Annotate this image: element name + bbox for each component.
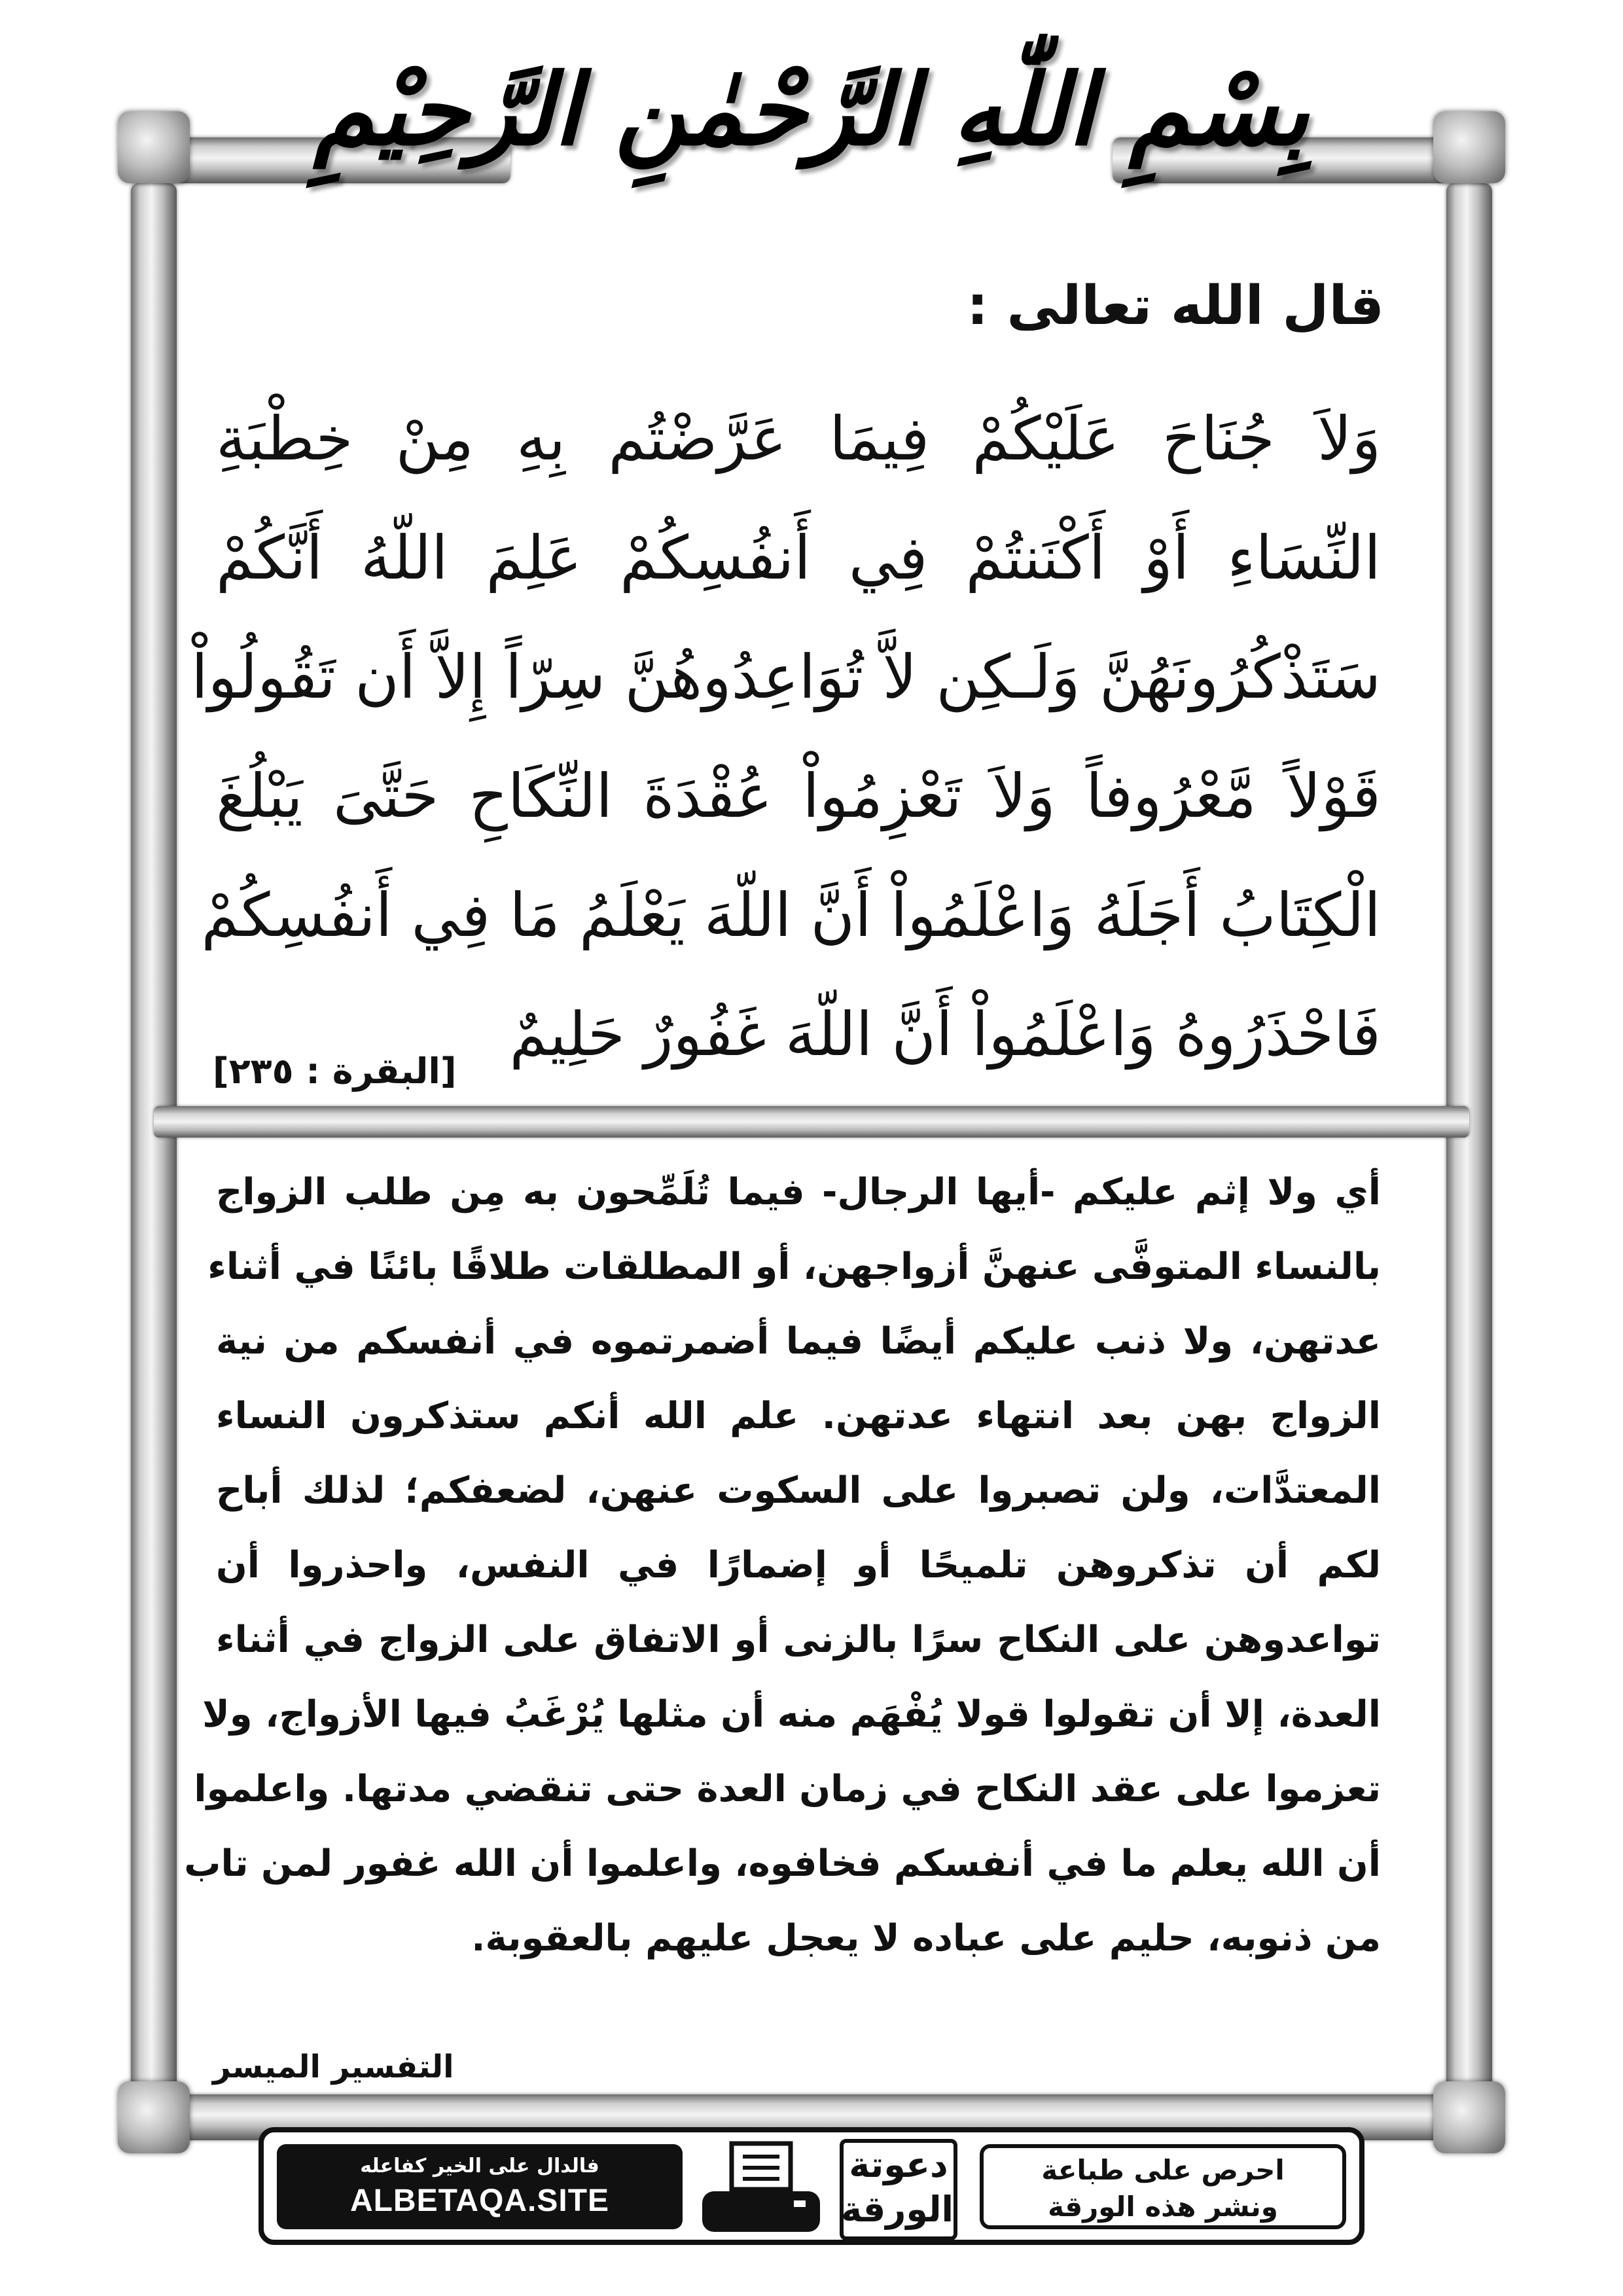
tafsir-line: أي ولا إثم عليكم -أيها الرجال- فيما تُلَمِّحون به مِن طلب الزواج — [216, 1171, 1381, 1213]
footer-request-box — [980, 2144, 1346, 2229]
tafsir-line: لكم أن تذكروهن تلميحًا أو إضمارًا في النفس، واحذروا أن — [216, 1544, 1381, 1587]
verse-line: الْكِتَابُ أَجَلَهُ وَاعْلَمُواْ أَنَّ اللّهَ يَعْلَمُ مَا فِي أَنفُسِكُمْ — [201, 880, 1381, 950]
tafsir-line: تواعدوهن على النكاح سرًا بالزنى أو الاتفاق على الزواج في أثناء — [216, 1619, 1381, 1661]
logo-line: دعوتة — [849, 2144, 948, 2185]
logo-line: الورقة — [841, 2189, 954, 2230]
verse-line: قَوْلاً مَّعْرُوفاً وَلاَ تَعْزِمُواْ عُقْدَةَ النِّكَاحِ حَتَّىَ يَبْلُغَ — [216, 761, 1381, 831]
footer-site-link[interactable]: ALBETAQA.SITE — [349, 2183, 610, 2218]
tafsir-line: العدة، إلا أن تقولوا قولا يُفْهَم منه أن مثلها يُرْغَبُ فيها الأزواج، ولا — [202, 1693, 1381, 1736]
frame-corner-bottom-right — [1433, 2081, 1505, 2153]
intro-heading: قال الله تعالى : — [967, 275, 1384, 337]
verse-reference: [البقرة : ٢٣٥] — [213, 1050, 457, 1092]
verse-line: فَاحْذَرُوهُ وَاعْلَمُواْ أَنَّ اللّهَ غَفُورٌ حَلِيمٌ — [509, 999, 1381, 1069]
tafsir-line: المعتدَّات، ولن تصبروا على السكوت عنهن، لضعفكم؛ لذلك أباح — [216, 1469, 1381, 1512]
verse-line: سَتَذْكُرُونَهُنَّ وَلَـكِن لاَّ تُوَاعِدُوهُنَّ سِرّاً إِلاَّ أَن تَقُولُواْ — [191, 642, 1381, 712]
frame-corner-bottom-left — [118, 2081, 190, 2153]
verse-line: وَلاَ جُنَاحَ عَلَيْكُمْ فِيمَا عَرَّضْتُم بِهِ مِنْ خِطْبَةِ — [216, 404, 1381, 474]
printer-icon — [696, 2140, 827, 2238]
tafsir-line: تعزموا على عقد النكاح في زمان العدة حتى تنقضي مدتها. واعلموا — [194, 1768, 1381, 1810]
tafsir-line: أن الله يعلم ما في أنفسكم فخافوه، واعلموا أن الله غفور لمن تاب — [184, 1842, 1381, 1885]
footer-site-box — [277, 2144, 683, 2229]
footer-banner — [259, 2127, 1364, 2245]
section-divider — [154, 1106, 1469, 1138]
tafsir-line: الزواج بهن بعد انتهاء عدتهن. علم الله أنكم ستذكرون النساء — [216, 1395, 1381, 1437]
tafsir-line: من ذنوبه، حليم على عباده لا يعجل عليهم بالعقوبة. — [471, 1917, 1381, 1960]
footer-request-line: احرص على طباعة — [1041, 2154, 1285, 2186]
verse-line: النِّسَاءِ أَوْ أَكْنَنتُمْ فِي أَنفُسِكُمْ عَلِمَ اللّهُ أَنَّكُمْ — [216, 523, 1381, 593]
tafsir-line: عدتهن، ولا ذنب عليكم أيضًا فيما أضمرتموه في أنفسكم من نية — [216, 1320, 1381, 1363]
tafsir-source: التفسير الميسر — [213, 2049, 454, 2085]
dawah-logo — [840, 2139, 957, 2240]
footer-slogan: فالدال على الخير كفاعله — [360, 2155, 599, 2178]
footer-request-line: ونشر هذه الورقة — [1048, 2191, 1278, 2223]
tafsir-text — [184, 1155, 1381, 1976]
frame-right-bar — [1446, 183, 1492, 2134]
quran-verse — [191, 380, 1381, 1094]
tafsir-line: بالنساء المتوفَّى عنهنَّ أزواجهن، أو المطلقات طلاقًا بائنًا في أثناء — [207, 1246, 1381, 1288]
frame-left-bar — [131, 183, 177, 2134]
basmala-calligraphy: بِسْمِ اللّٰهِ الرَّحْمٰنِ الرَّحِيْمِ — [313, 52, 1310, 168]
